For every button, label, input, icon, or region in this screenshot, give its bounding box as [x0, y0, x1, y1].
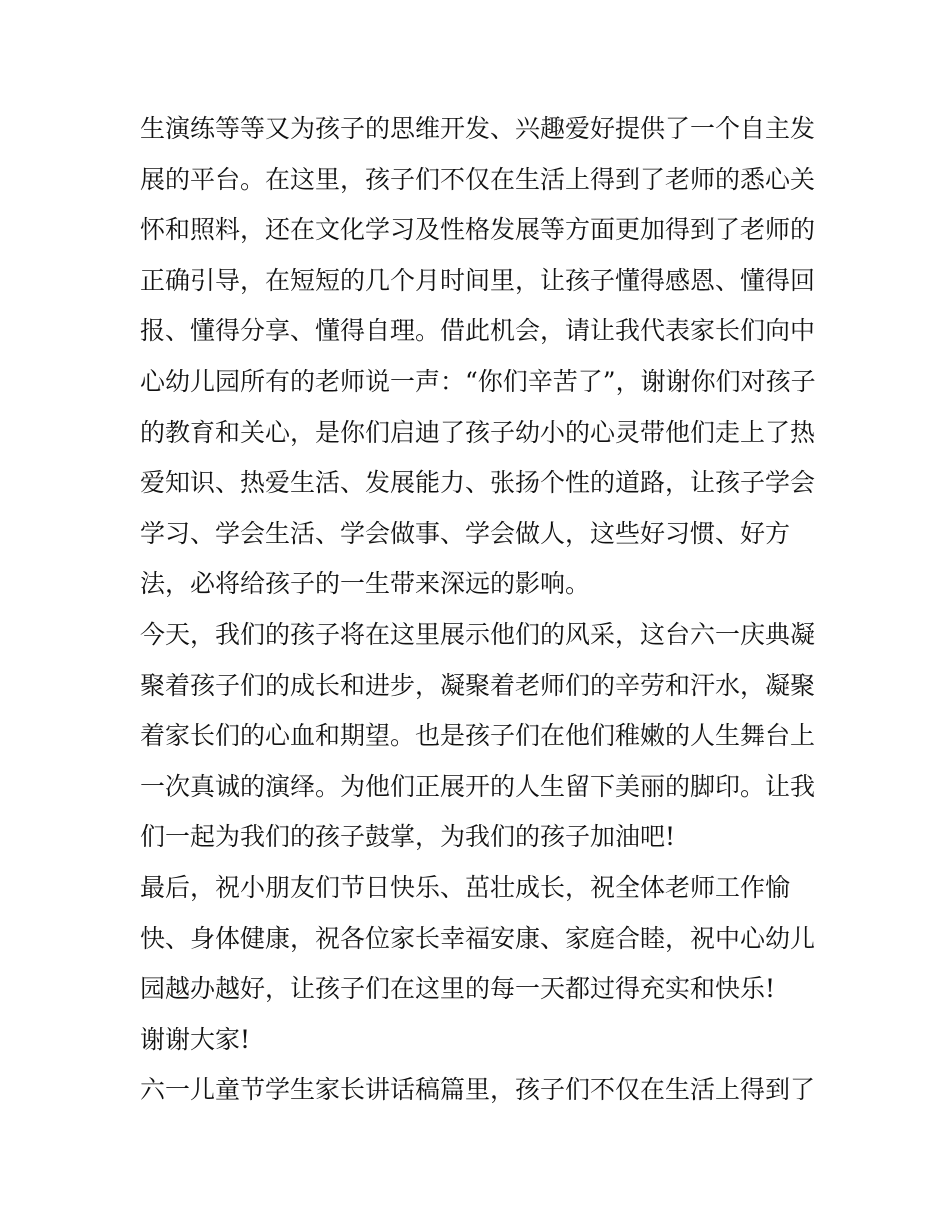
- text-line: 今天，我们的孩子将在这里展示他们的风采，这台六一庆典凝: [140, 619, 816, 649]
- speech-text-body: [140, 104, 820, 1116]
- text-line: 心幼儿园所有的老师说一声：“你们辛苦了”，谢谢你们对孩子: [140, 366, 816, 396]
- text-line: 展的平台。在这里，孩子们不仅在生活上得到了老师的悉心关: [140, 164, 816, 194]
- text-line: 聚着孩子们的成长和进步，凝聚着老师们的辛劳和汗水，凝聚: [140, 670, 816, 700]
- text-line: 的教育和关心，是你们启迪了孩子幼小的心灵带他们走上了热: [140, 417, 816, 447]
- text-line: 正确引导，在短短的几个月时间里，让孩子懂得感恩、懂得回: [140, 265, 816, 295]
- text-line: 园越办越好，让孩子们在这里的每一天都过得充实和快乐!: [140, 974, 776, 1004]
- text-line: 着家长们的心血和期望。也是孩子们在他们稚嫩的人生舞台上: [140, 721, 816, 751]
- text-line: 们一起为我们的孩子鼓掌，为我们的孩子加油吧!: [140, 822, 676, 852]
- text-line: 怀和照料，还在文化学习及性格发展等方面更加得到了老师的: [140, 215, 816, 245]
- text-line: 学习、学会生活、学会做事、学会做人，这些好习惯、好方: [140, 518, 791, 548]
- text-line: 法，必将给孩子的一生带来深远的影响。: [140, 569, 591, 599]
- text-line: 一次真诚的演绎。为他们正展开的人生留下美丽的脚印。让我: [140, 771, 816, 801]
- text-line: 谢谢大家!: [140, 1024, 251, 1054]
- text-line: 报、懂得分享、懂得自理。借此机会，请让我代表家长们向中: [140, 316, 816, 346]
- text-line: 快、身体健康，祝各位家长幸福安康、家庭合睦，祝中心幼儿: [140, 923, 816, 953]
- text-line: 最后，祝小朋友们节日快乐、茁壮成长，祝全体老师工作愉: [140, 872, 791, 902]
- text-line: 六一儿童节学生家长讲话稿篇里，孩子们不仅在生活上得到了: [140, 1075, 816, 1105]
- text-line: 爱知识、热爱生活、发展能力、张扬个性的道路，让孩子学会: [140, 468, 816, 498]
- text-line: 生演练等等又为孩子的思维开发、兴趣爱好提供了一个自主发: [140, 114, 816, 143]
